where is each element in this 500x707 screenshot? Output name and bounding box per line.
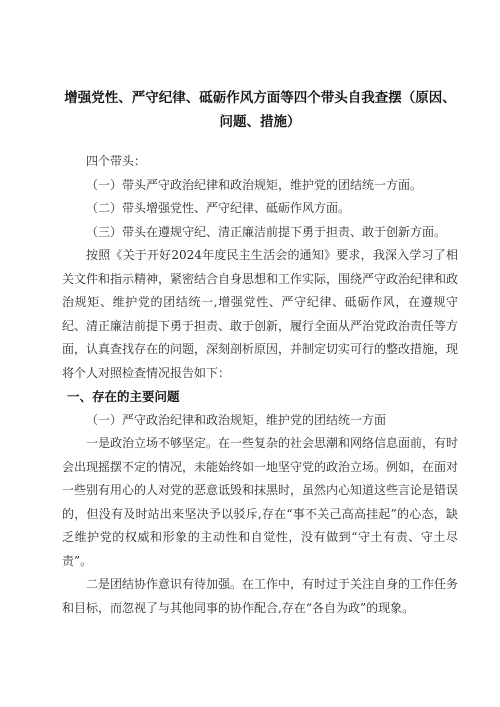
document-title: 增强党性、严守纪律、砥砺作风方面等四个带头自我查摆（原因、问题、措施） xyxy=(64,90,456,130)
intro-label: 四个带头： xyxy=(86,154,147,168)
section-heading: 一、存在的主要问题 xyxy=(67,389,180,404)
list-item: （一）带头严守政治纪律和政治规矩，维护党的团结统一方面。 xyxy=(86,177,423,192)
list-item: （二）带头增强党性、严守纪律、砥砺作风方面。 xyxy=(86,201,351,215)
subsection-heading: （一）严守政治纪律和政治规矩，维护党的团结统一方面 xyxy=(86,412,387,427)
body-paragraph: 一是政治立场不够坚定。在一些复杂的社会思潮和网络信息面前，有时会出现摇摆不定的情况，未能始终如一地坚守党的政治立场。例如，在面对一些别有用心的人对党的恶意诋毁和抹黑时，虽然内心知道这些言论是错误的，但没有及时站出来坚决予以驳斥,存在“事不关己高高挂起”的心态，缺乏维护党的权威和形象的主动性和自觉性，没有做到“守土有责、守土尽责”。 xyxy=(62,436,459,568)
list-item: （三）带头在遵规守纪、清正廉洁前提下勇于担责、敢于创新方面。 xyxy=(86,224,447,239)
document-body xyxy=(62,150,458,620)
preface-paragraph: 按照《关于开好2024年度民主生活会的通知》要求，我深入学习了相关文件和指示精神，紧密结合自身思想和工作实际，围绕严守政治纪律和政治规矩、维护党的团结统一,增强党性、严守纪律、砥砺作风，在遵规守纪、清正廉洁前提下勇于担责、敢于创新，履行全面从严治党政治责任等方面，认真查找存在的问题，深刻剖析原因，并制定切实可行的整改措施，现将个人对照检查情况报告如下： xyxy=(62,248,459,380)
body-paragraph: 二是团结协作意识有待加强。在工作中，有时过于关注自身的工作任务和目标，而忽视了与其他同事的协作配合,存在“各自为政”的现象。 xyxy=(62,577,459,615)
